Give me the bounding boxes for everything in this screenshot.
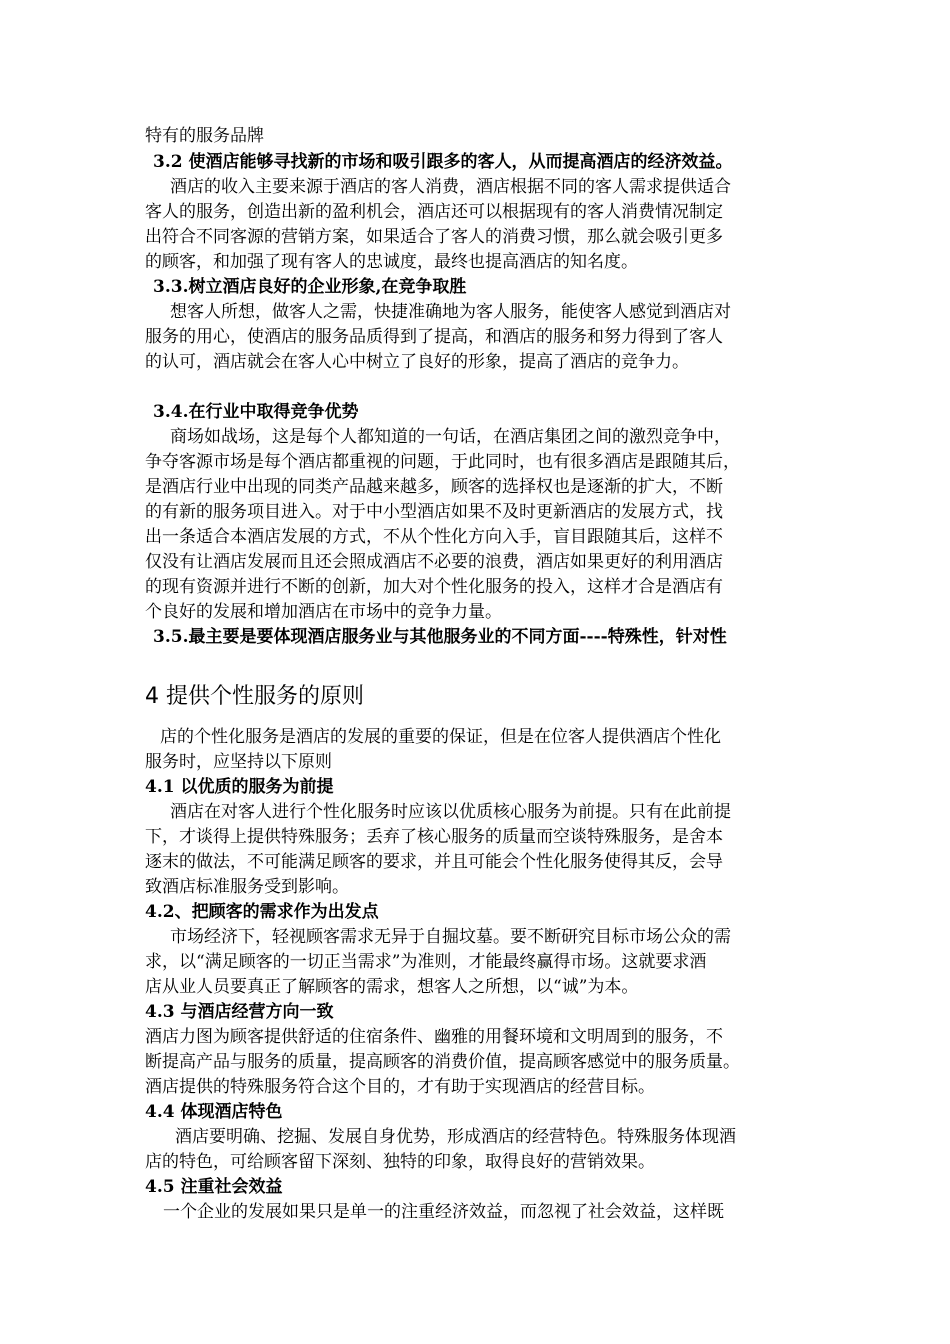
paragraph-line: 是酒店行业中出现的同类产品越来越多，顾客的选择权也是逐渐的扩大，不断 [145, 477, 723, 497]
paragraph-line: 店的特色，可给顾客留下深刻、独特的印象，取得良好的营销效果。 [145, 1152, 655, 1172]
paragraph-line: 个良好的发展和增加酒店在市场中的竞争力量。 [145, 602, 502, 622]
section-heading-4: 4 提供个性服务的原则 [145, 684, 364, 709]
paragraph-line: 断提高产品与服务的质量，提高顾客的消费价值，提高顾客感觉中的服务质量。 [145, 1052, 740, 1072]
heading-3-3: 3.3.树立酒店良好的企业形象,在竞争取胜 [153, 277, 467, 297]
paragraph-line: 想客人所想，做客人之需，快捷准确地为客人服务，能使客人感觉到酒店对 [170, 302, 731, 322]
paragraph-line: 市场经济下，轻视顾客需求无异于自掘坟墓。要不断研究目标市场公众的需 [170, 927, 731, 947]
paragraph-line: 出符合不同客源的营销方案，如果适合了客人的消费习惯，那么就会吸引更多 [145, 227, 723, 247]
paragraph-line: 特有的服务品牌 [145, 126, 264, 146]
paragraph-line: 的有新的服务项目进入。对于中小型酒店如果不及时更新酒店的发展方式，找 [145, 502, 723, 522]
paragraph-line: 酒店要明确、挖掘、发展自身优势，形成酒店的经营特色。特殊服务体现酒 [175, 1127, 736, 1147]
paragraph-line: 酒店的收入主要来源于酒店的客人消费，酒店根据不同的客人需求提供适合 [170, 177, 731, 197]
paragraph-line: 客人的服务，创造出新的盈利机会，酒店还可以根据现有的客人消费情况制定 [145, 202, 723, 222]
heading-3-2: 3.2 使酒店能够寻找新的市场和吸引跟多的客人，从而提高酒店的经济效益。 [153, 152, 733, 172]
paragraph-line: 仅没有让酒店发展而且还会照成酒店不必要的浪费，酒店如果更好的利用酒店 [145, 552, 723, 572]
paragraph-line: 酒店提供的特殊服务符合这个目的，才有助于实现酒店的经营目标。 [145, 1077, 655, 1097]
paragraph-line: 的顾客，和加强了现有客人的忠诚度，最终也提高酒店的知名度。 [145, 252, 638, 272]
paragraph-line: 一个企业的发展如果只是单一的注重经济效益，而忽视了社会效益，这样既 [163, 1202, 724, 1222]
heading-3-4: 3.4.在行业中取得竞争优势 [153, 402, 359, 422]
heading-4-2: 4.2、把顾客的需求作为出发点 [145, 902, 379, 922]
heading-4-5: 4.5 注重社会效益 [145, 1177, 283, 1197]
paragraph-line: 服务时，应坚持以下原则 [145, 752, 332, 772]
paragraph-line: 服务的用心，使酒店的服务品质得到了提高，和酒店的服务和努力得到了客人 [145, 327, 723, 347]
paragraph-line: 的现有资源并进行不断的创新，加大对个性化服务的投入，这样才合是酒店有 [145, 577, 723, 597]
heading-4-1: 4.1 以优质的服务为前提 [145, 777, 334, 797]
heading-3-5: 3.5.最主要是要体现酒店服务业与其他服务业的不同方面----特殊性，针对性 [153, 627, 727, 647]
paragraph-line: 争夺客源市场是每个酒店都重视的问题，于此同时，也有很多酒店是跟随其后， [145, 452, 740, 472]
paragraph-line: 店从业人员要真正了解顾客的需求，想客人之所想，以“诚”为本。 [145, 977, 639, 997]
paragraph-line: 逐末的做法，不可能满足顾客的要求，并且可能会个性化服务使得其反，会导 [145, 852, 723, 872]
paragraph-line: 下，才谈得上提供特殊服务；丢弃了核心服务的质量而空谈特殊服务，是舍本 [145, 827, 723, 847]
paragraph-line: 求，以“满足顾客的一切正当需求”为准则，才能最终赢得市场。这就要求酒 [145, 952, 707, 972]
paragraph-line: 的认可，酒店就会在客人心中树立了良好的形象，提高了酒店的竞争力。 [145, 352, 689, 372]
paragraph-line: 店的个性化服务是酒店的发展的重要的保证，但是在位客人提供酒店个性化 [160, 727, 721, 747]
paragraph-line: 致酒店标准服务受到影响。 [145, 877, 349, 897]
paragraph-line: 商场如战场，这是每个人都知道的一句话，在酒店集团之间的激烈竞争中， [170, 427, 731, 447]
heading-4-3: 4.3 与酒店经营方向一致 [145, 1002, 334, 1022]
paragraph-line: 出一条适合本酒店发展的方式，不从个性化方向入手，盲目跟随其后，这样不 [145, 527, 723, 547]
heading-4-4: 4.4 体现酒店特色 [145, 1102, 283, 1122]
paragraph-line: 酒店在对客人进行个性化服务时应该以优质核心服务为前提。只有在此前提 [170, 802, 731, 822]
paragraph-line: 酒店力图为顾客提供舒适的住宿条件、幽雅的用餐环境和文明周到的服务，不 [145, 1027, 723, 1047]
